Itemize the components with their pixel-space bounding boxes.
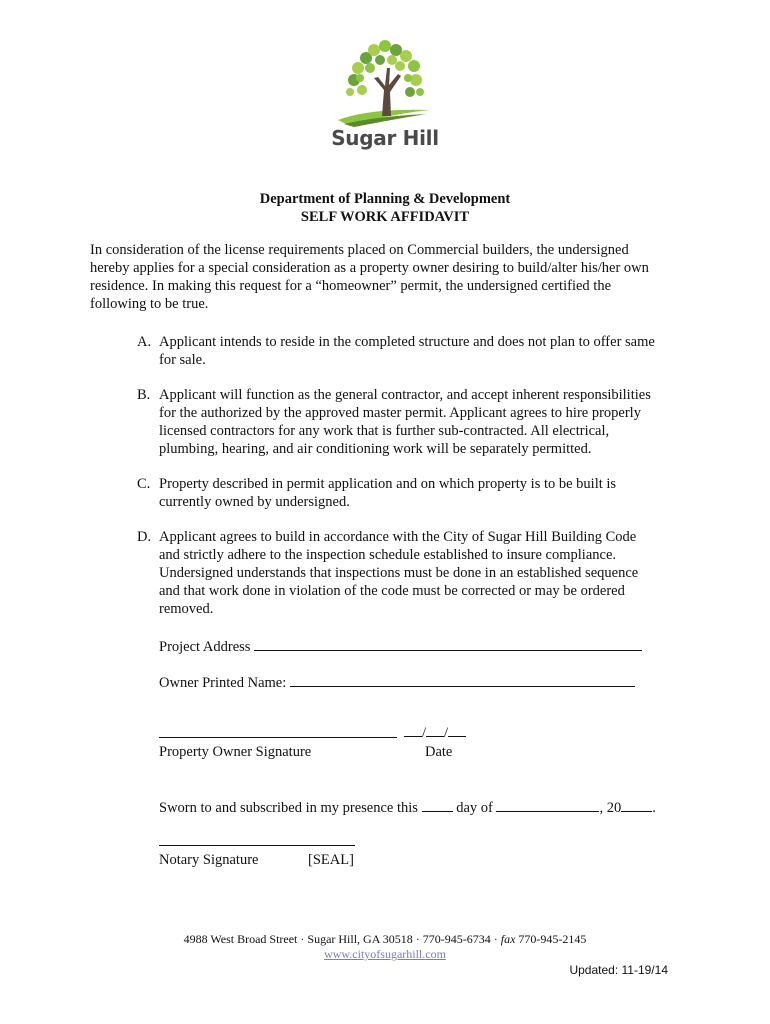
notary-signature-field[interactable] [159,845,355,846]
project-address-field[interactable] [254,636,642,651]
footer-separator: · [300,932,305,946]
intro-line: In consideration of the license requirements placed on Commercial builders, the undersigned [90,242,629,258]
intro-line: hereby applies for a special consideration as a property owner desiring to build/alter his/her own [90,260,649,276]
owner-name-field[interactable] [290,672,635,687]
website-link[interactable]: www.cityofsugarhill.com [324,947,446,961]
owner-name-row [159,672,635,692]
date-field[interactable] [404,722,466,742]
tree-logo-icon [330,38,440,128]
footer-separator: · [415,932,420,946]
intro-line: residence. In making this request for a “homeowner” permit, the undersigned certified the [90,278,612,294]
footer-website-row [0,947,770,962]
sworn-year-prefix: , 20 [599,800,622,816]
project-address-row [159,636,642,656]
tree-trunk [374,68,401,116]
sworn-month-field[interactable] [496,797,599,812]
owner-name-label: Owner Printed Name: [159,675,287,691]
item-line: licensed contractors for any work that is further sub-contracted. All electrical, [159,423,610,439]
footer-fax: 770-945-2145 [518,932,587,946]
sworn-prefix: Sworn to and subscribed in my presence this [159,800,418,816]
item-line: currently owned by undersigned. [159,494,350,510]
department-title: Department of Planning & Development [259,191,511,207]
item-line: Property described in permit application and on which property is to be built is [159,476,617,492]
sworn-day-label: day of [456,800,493,816]
document-title: SELF WORK AFFIDAVIT [300,209,470,225]
item-line: and that work done in violation of the code must be corrected or may be ordered [159,583,625,599]
date-separator: / [444,725,449,741]
intro-line: following to be true. [90,296,209,312]
date-separator: / [422,725,427,741]
logo-wordmark: Sugar Hill [331,126,439,150]
footer-phone: 770-945-6734 [422,932,491,946]
sworn-year-field[interactable] [621,797,652,812]
item-line: Applicant intends to reside in the completed structure and does not plan to offer same [159,334,655,350]
owner-signature-label: Property Owner Signature [159,744,312,760]
item-letter: C. [137,476,151,492]
date-month-field[interactable] [404,722,422,737]
item-line: for the authorized by the approved master permit. Applicant agrees to hire properly [159,405,641,421]
item-letter: A. [137,334,152,350]
footer-address: 4988 West Broad Street [183,932,298,946]
item-line: Applicant agrees to build in accordance with the City of Sugar Hill Building Code [159,529,637,545]
item-line: Undersigned understands that inspections must be done in an established sequence [159,565,639,581]
footer-contact [0,932,770,947]
item-letter: B. [137,387,151,403]
notary-signature-label: Notary Signature [159,852,259,868]
footer-separator: · [493,932,498,946]
date-day-field[interactable] [426,722,444,737]
item-line: and strictly adhere to the inspection schedule established to insure compliance. [159,547,617,563]
footer-city: Sugar Hill, GA 30518 [307,932,413,946]
date-year-field[interactable] [448,722,466,737]
sworn-day-field[interactable] [422,797,453,812]
date-label: Date [425,744,453,760]
item-line: removed. [159,601,214,617]
item-line: plumbing, hearing, and air conditioning work will be separately permitted. [159,441,592,457]
owner-signature-field[interactable] [159,737,397,738]
updated-date: Updated: 11-19/14 [569,963,668,977]
item-line: Applicant will function as the general contractor, and accept inherent responsibilities [159,387,651,403]
seal-label: [SEAL] [308,852,354,868]
sworn-statement-row [159,797,656,817]
intro-paragraph [90,241,690,313]
project-address-label: Project Address [159,639,251,655]
item-letter: D. [137,529,152,545]
sworn-end: . [652,800,656,816]
sugar-hill-logo [330,38,440,158]
footer-fax-label: fax [500,932,516,946]
item-line: for sale. [159,352,206,368]
